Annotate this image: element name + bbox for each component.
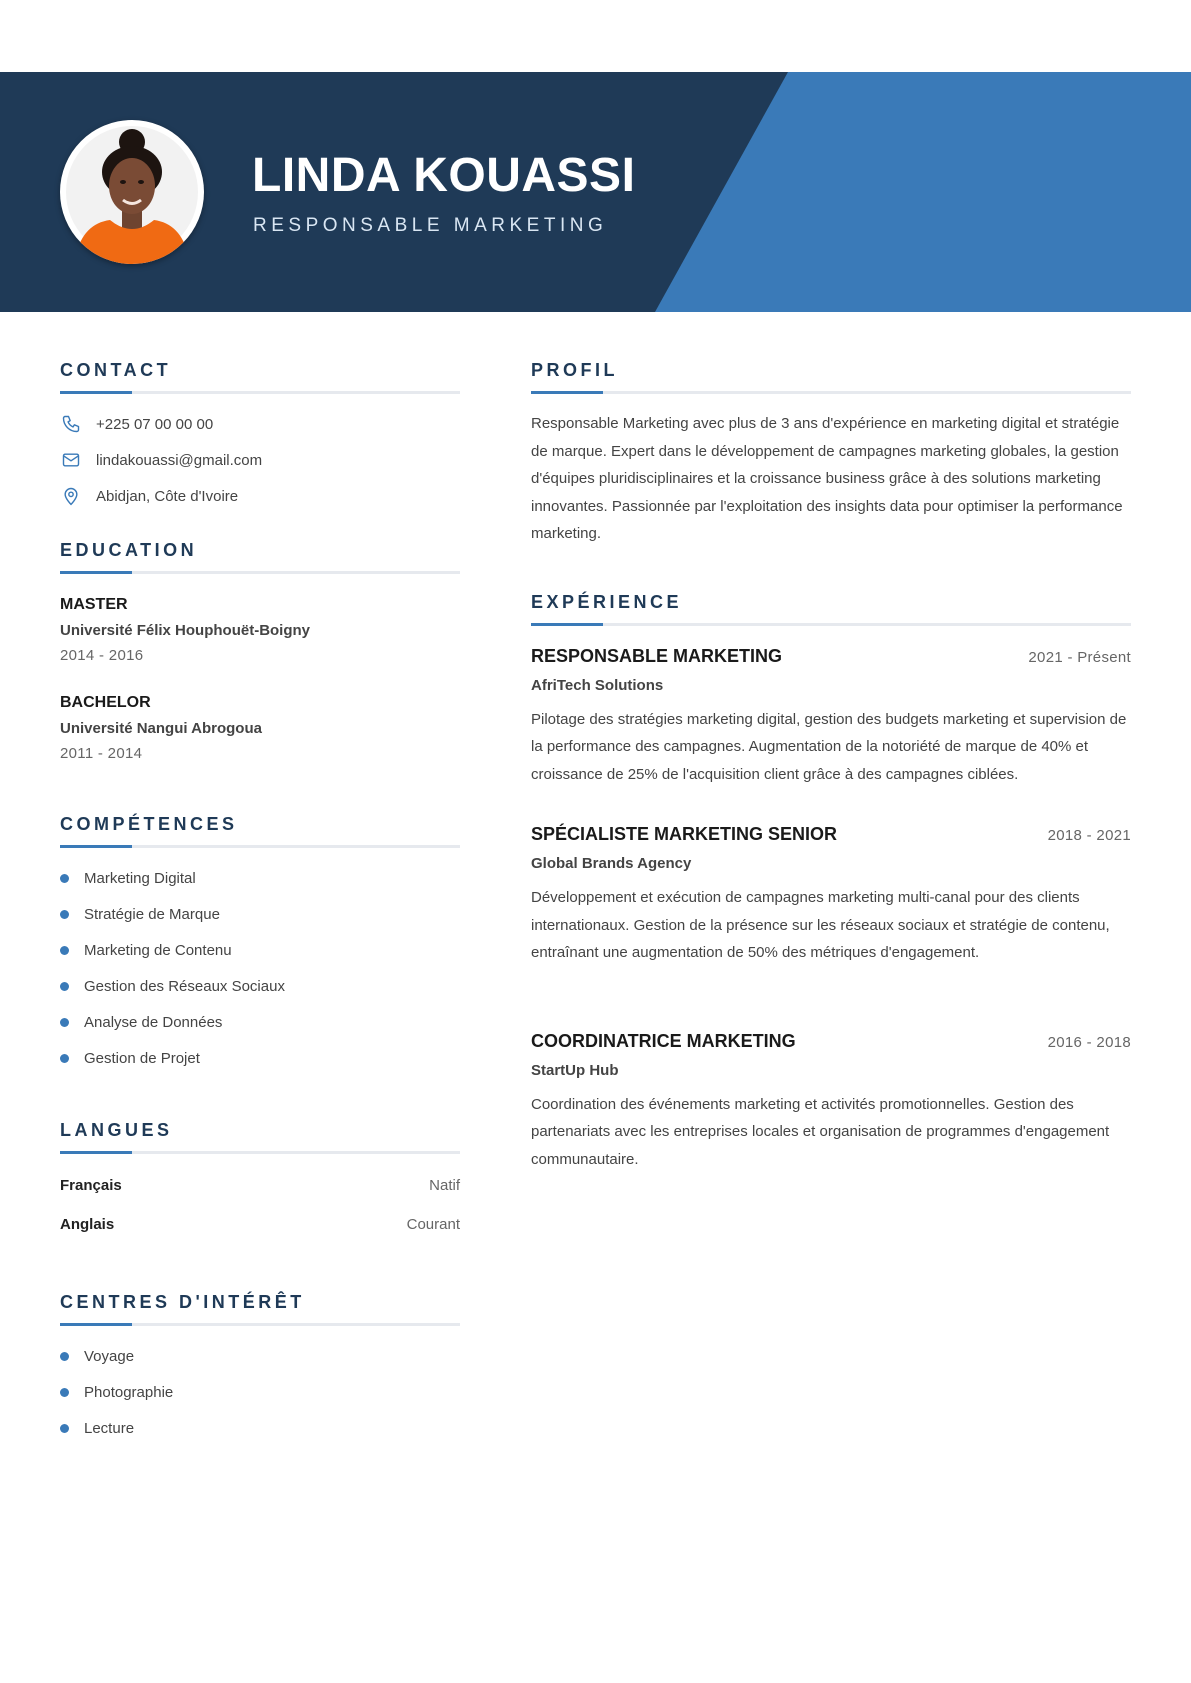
language-name: Anglais xyxy=(60,1216,115,1233)
profile-section xyxy=(531,360,1131,548)
languages-heading: LANGUES xyxy=(60,1120,173,1140)
skills-section xyxy=(60,814,460,1076)
skill-item xyxy=(60,896,460,932)
section-divider xyxy=(60,1323,460,1326)
skill-label: Marketing Digital xyxy=(84,869,196,887)
job-title: SPÉCIALISTE MARKETING SENIOR xyxy=(531,824,838,845)
job-entry xyxy=(531,824,1131,967)
job-dates: 2016 - 2018 xyxy=(1047,1033,1131,1051)
job-title: COORDINATRICE MARKETING xyxy=(531,1030,796,1051)
section-divider xyxy=(531,391,1131,394)
job-description: Développement et exécution de campagnes marketing multi-canal pour des clients internationaux. Gestion de la présence sur les réseaux sociaux et stratégie de contenu, entraînant une augmentation de 50% des métriques d'engagement. xyxy=(531,889,1110,962)
languages-section xyxy=(60,1120,460,1244)
education-school: Université Nangui Abrogoua xyxy=(60,720,262,737)
education-item xyxy=(60,596,460,664)
interest-item xyxy=(60,1410,460,1446)
job-company: StartUp Hub xyxy=(531,1061,619,1079)
section-divider xyxy=(531,623,1131,626)
bullet-dot xyxy=(60,982,69,991)
experience-section xyxy=(531,592,1131,1174)
contact-section xyxy=(60,360,460,514)
job-title: RESPONSABLE MARKETING xyxy=(531,645,783,666)
bullet-dot xyxy=(60,910,69,919)
profile-summary: Responsable Marketing avec plus de 3 ans d'expérience en marketing digital et stratégie de marque. Expert dans le développement de campagnes marketing globales, la gestion d'équipes pluridisciplinaires et la croissance business grâce à des solutions marketing innovantes. Passionnée par l'exploitation des insights data pour optimiser la performance marketing. xyxy=(531,415,1123,543)
education-school: Université Félix Houphouët-Boigny xyxy=(60,622,311,639)
location-text: Abidjan, Côte d'Ivoire xyxy=(96,487,239,505)
education-heading: EDUCATION xyxy=(60,540,198,560)
phone-number[interactable]: +225 07 00 00 00 xyxy=(96,415,214,433)
education-degree: MASTER xyxy=(60,596,128,613)
phone-icon xyxy=(60,413,82,435)
section-divider xyxy=(60,391,460,394)
location-pin-icon xyxy=(60,485,82,507)
interest-item xyxy=(60,1374,460,1410)
skill-item xyxy=(60,860,460,896)
job-description: Coordination des événements marketing et activités promotionnelles. Gestion des partenariats avec les entreprises locales et organisation de programmes d'engagement communautaire. xyxy=(531,1095,1110,1168)
job-company: AfriTech Solutions xyxy=(531,676,664,694)
job-description: Pilotage des stratégies marketing digital, gestion des budgets marketing et supervision de la performance des campagnes. Augmentation de la notoriété de marque de 40% et croissance de 25% de l'acquisition client grâce à des campagnes ciblées. xyxy=(531,710,1127,783)
language-name: Français xyxy=(60,1177,122,1194)
profile-heading: PROFIL xyxy=(531,360,618,380)
skill-item xyxy=(60,1040,460,1076)
skill-item xyxy=(60,1004,460,1040)
bullet-dot xyxy=(60,1054,69,1063)
contact-phone xyxy=(60,406,460,442)
header-banner xyxy=(0,72,1191,312)
section-divider xyxy=(60,845,460,848)
language-row xyxy=(60,1205,460,1244)
skill-label: Gestion de Projet xyxy=(84,1049,200,1067)
skill-item xyxy=(60,968,460,1004)
candidate-job-title: RESPONSABLE MARKETING xyxy=(253,215,608,236)
right-column xyxy=(531,360,1131,1173)
language-level: Courant xyxy=(406,1216,460,1233)
education-section xyxy=(60,540,460,762)
education-degree: BACHELOR xyxy=(60,694,151,711)
contact-heading: CONTACT xyxy=(60,360,172,380)
interest-label: Photographie xyxy=(84,1383,174,1401)
bullet-dot xyxy=(60,1424,69,1433)
section-divider xyxy=(60,1151,460,1154)
bullet-dot xyxy=(60,1388,69,1397)
interest-label: Lecture xyxy=(84,1419,135,1437)
job-dates: 2021 - Présent xyxy=(1028,648,1131,666)
skill-label: Analyse de Données xyxy=(84,1013,223,1031)
email-address[interactable]: lindakouassi@gmail.com xyxy=(96,451,263,469)
job-dates: 2018 - 2021 xyxy=(1047,827,1131,845)
skill-label: Marketing de Contenu xyxy=(84,941,232,959)
bullet-dot xyxy=(60,1352,69,1361)
interest-label: Voyage xyxy=(84,1347,135,1365)
candidate-name: LINDA KOUASSI xyxy=(252,149,636,202)
contact-location xyxy=(60,478,460,514)
bullet-dot xyxy=(60,874,69,883)
skill-item xyxy=(60,932,460,968)
mail-icon xyxy=(60,449,82,471)
interests-heading: CENTRES D'INTÉRÊT xyxy=(60,1292,305,1312)
job-entry xyxy=(531,1031,1131,1174)
bullet-dot xyxy=(60,1018,69,1027)
skill-label: Gestion des Réseaux Sociaux xyxy=(84,977,285,995)
language-row xyxy=(60,1166,460,1205)
contact-email xyxy=(60,442,460,478)
skills-heading: COMPÉTENCES xyxy=(60,814,238,834)
job-company: Global Brands Agency xyxy=(531,855,692,873)
skill-label: Stratégie de Marque xyxy=(84,905,220,923)
portrait-image xyxy=(60,120,204,264)
left-column xyxy=(60,360,460,1446)
education-years: 2011 - 2014 xyxy=(60,745,143,762)
job-entry xyxy=(531,646,1131,789)
language-level: Natif xyxy=(429,1177,460,1194)
bullet-dot xyxy=(60,946,69,955)
interests-section xyxy=(60,1292,460,1446)
experience-heading: EXPÉRIENCE xyxy=(531,591,683,612)
interest-item xyxy=(60,1338,460,1374)
section-divider xyxy=(60,571,460,574)
profile-photo xyxy=(60,120,204,264)
education-years: 2014 - 2016 xyxy=(60,647,144,664)
education-item xyxy=(60,694,460,762)
